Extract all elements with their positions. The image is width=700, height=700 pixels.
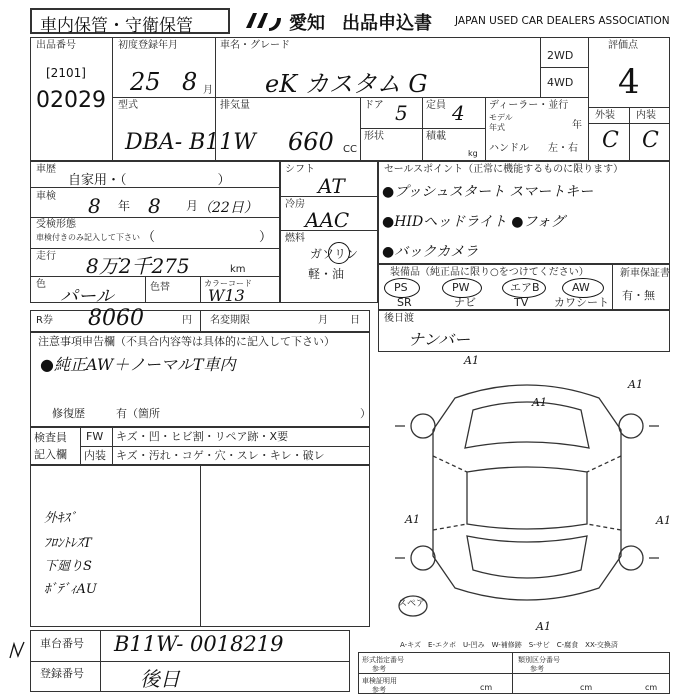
- handle-options[interactable]: 左・右: [548, 143, 578, 154]
- damage-mark-right-front: A1: [628, 378, 643, 391]
- equip-aw[interactable]: AW: [572, 281, 590, 294]
- damage-mark-hood: A1: [532, 396, 547, 409]
- capacity-value: 4: [452, 101, 465, 125]
- memo-line-4: ﾎﾞﾃﾞｨAU: [44, 582, 97, 597]
- damage-legend: A-キズ E-エクボ U-凹み W-補修跡 S-サビ C-腐食 XX-交換済: [400, 641, 618, 649]
- inspection-label: 車検: [36, 191, 56, 202]
- recycle-label: R券: [36, 315, 53, 326]
- chassis-number: B11W- 0018219: [114, 632, 284, 656]
- handle-label: ハンドル: [489, 143, 529, 154]
- aircon-value: AAC: [305, 208, 350, 232]
- interior-grade: C: [642, 128, 659, 153]
- acceptance-label: 受検形態: [36, 219, 76, 230]
- equip-pw-circle: [442, 278, 482, 298]
- confidential-label: 車内保管・守衛保管: [40, 16, 193, 36]
- acceptance-value: （ ）: [142, 230, 273, 245]
- brand-logo-icon: [243, 10, 285, 32]
- reg-number-value: 後日: [140, 667, 180, 691]
- vehicle-name-label: 車名・グレード: [220, 40, 290, 51]
- shift-label: シフト: [285, 164, 315, 175]
- interior-label: 内装: [636, 110, 656, 121]
- color-value: パール: [60, 286, 114, 307]
- equip-ps[interactable]: PS: [394, 281, 408, 294]
- shape-label: 形状: [364, 131, 384, 142]
- inspection-year: 8: [88, 194, 101, 218]
- registration-month-unit: 月: [203, 85, 213, 96]
- damage-mark-rear: A1: [536, 620, 551, 633]
- lot-sub-number: [2101]: [46, 66, 86, 80]
- selling-point-1: ●プッシュスタート スマートキー: [382, 184, 594, 200]
- grade-label: 評価点: [608, 40, 638, 51]
- equip-pw[interactable]: PW: [452, 281, 470, 294]
- color-label: 色: [36, 279, 46, 290]
- model-code: DBA- B11W: [125, 130, 256, 155]
- cm-2: cm: [580, 683, 593, 692]
- memo-line-3: 下廻りS: [44, 559, 92, 574]
- model-year-unit: 年式: [489, 123, 505, 132]
- reg-number-label: 登録番号: [40, 667, 84, 680]
- color-code-label: カラーコード: [204, 279, 252, 288]
- color-change-label: 色替: [150, 282, 170, 293]
- inspection-year-unit: 年: [118, 199, 131, 213]
- dealer-label: ディーラー・並行: [489, 100, 569, 111]
- doors-label: ドア: [364, 100, 384, 111]
- inspector-label-2: 記入欄: [34, 448, 67, 461]
- load-unit: kg: [468, 149, 478, 158]
- first-registration-label: 初度登録年月: [118, 40, 178, 51]
- lot-number-label: 出品番号: [36, 40, 76, 51]
- equip-sr[interactable]: SR: [397, 296, 412, 309]
- name-change-month: 月: [318, 315, 328, 326]
- exterior-grade: C: [602, 128, 619, 153]
- post-delivery-label: 後日渡: [384, 313, 414, 324]
- grade-score: 4: [618, 62, 640, 102]
- equipment-label: 装備品（純正品に限り○をつけてください）: [390, 267, 589, 278]
- fuel-gasoline-circle: [328, 242, 350, 264]
- recycle-unit: 円: [182, 315, 192, 326]
- new-warranty-label: 新車保証書: [620, 268, 670, 279]
- exterior-label: 外装: [595, 110, 615, 121]
- pen-mark-icon: [8, 640, 26, 662]
- equip-ps-circle: [384, 278, 420, 298]
- history-value: 自家用・（ ）: [68, 173, 231, 188]
- equip-airbag[interactable]: エアB: [510, 281, 540, 294]
- form-title: 出品申込書: [342, 13, 432, 34]
- inspection-month-unit: 月: [186, 199, 199, 213]
- inspector-row2-head: 内装: [84, 449, 106, 462]
- mileage-unit: km: [230, 264, 246, 275]
- name-change-day: 日: [350, 315, 360, 326]
- repair-label: 修復歴: [52, 407, 85, 420]
- notes-label: 注意事項申告欄（不具合内容等は具体的に記入して下さい）: [38, 335, 335, 348]
- equip-airbag-circle: [502, 278, 546, 298]
- registration-month: 8: [182, 68, 198, 96]
- selling-point-3: ●バックカメラ: [382, 244, 479, 260]
- notes-text: ●純正AW＋ノーマルT車内: [40, 355, 236, 374]
- registration-year: 25: [130, 68, 161, 96]
- drive-4wd[interactable]: 4WD: [547, 76, 574, 89]
- fuel-label: 燃料: [285, 233, 305, 244]
- year-unit: 年: [572, 120, 582, 131]
- equip-leather[interactable]: カワシート: [554, 296, 609, 309]
- damage-mark-left: A1: [405, 513, 420, 526]
- aircon-label: 冷房: [285, 199, 305, 210]
- fuel-gasoline[interactable]: ガソリン: [310, 247, 359, 261]
- new-warranty-options[interactable]: 有・無: [622, 289, 655, 302]
- recycle-value: 8060: [88, 306, 144, 331]
- capacity-label: 定員: [426, 100, 446, 111]
- spec-ref-3: 参考: [372, 686, 386, 694]
- damage-mark-right: A1: [656, 514, 671, 527]
- spec-ref-1: 参考: [372, 665, 386, 673]
- cert-label: 車検証明用: [362, 677, 397, 685]
- name-change-label: 名変期限: [210, 315, 250, 326]
- repair-close: ）: [360, 407, 371, 420]
- post-delivery-value: ナンバー: [408, 330, 471, 349]
- spec-ref-2: 参考: [530, 665, 544, 673]
- category-number-label: 類別区分番号: [518, 656, 560, 664]
- acceptance-note: 車検付きのみ記入して下さい: [36, 233, 140, 242]
- displacement-unit: CC: [343, 144, 357, 155]
- inspector-row1-head: FW: [86, 430, 104, 443]
- chassis-label: 車台番号: [40, 637, 84, 650]
- selling-points-label: セールスポイント（正常に機能するものに限ります）: [384, 164, 624, 175]
- model-label: 型式: [118, 100, 138, 111]
- displacement-value: 660: [288, 128, 334, 156]
- selling-point-2: ●HIDヘッドライト ●フォグ: [382, 214, 565, 230]
- brand-name: 愛知: [289, 13, 325, 34]
- equip-tv[interactable]: TV: [514, 296, 529, 309]
- spare-label: スペア: [398, 599, 426, 609]
- mileage-label: 走行: [36, 251, 56, 262]
- cm-3: cm: [645, 683, 658, 692]
- inspector-label-1: 検査員: [34, 431, 67, 444]
- history-label: 車歴: [36, 164, 56, 175]
- spec-number-label: 形式指定番号: [362, 656, 404, 664]
- memo-line-1: 外ｷｽﾞ: [44, 511, 77, 526]
- cm-1: cm: [480, 683, 493, 692]
- load-label: 積載: [426, 131, 446, 142]
- damage-mark-front: A1: [464, 354, 479, 367]
- mileage-value: 8万2千275: [86, 254, 190, 278]
- lot-number: 02029: [36, 88, 106, 113]
- equip-navi[interactable]: ナビ: [454, 296, 476, 309]
- car-diagram: [385, 360, 670, 625]
- vehicle-name: eK カスタム G: [265, 70, 428, 98]
- displacement-label: 排気量: [220, 100, 250, 111]
- drive-2wd[interactable]: 2WD: [547, 49, 574, 62]
- equip-aw-circle: [562, 278, 604, 298]
- inspector-row2: キズ・汚れ・コゲ・穴・スレ・キレ・破レ: [116, 449, 325, 462]
- inspection-day: （22日）: [198, 200, 258, 216]
- association-name: JAPAN USED CAR DEALERS ASSOCIATION: [455, 15, 670, 27]
- color-code: W13: [208, 286, 245, 305]
- shift-value: AT: [318, 174, 345, 198]
- repair-value: 有（箇所: [116, 407, 160, 420]
- memo-line-2: ﾌﾛﾝﾄﾚｽT: [44, 536, 92, 551]
- doors-value: 5: [395, 101, 408, 125]
- inspector-row1: キズ・凹・ヒビ割・リペア跡・X要: [116, 430, 289, 443]
- fuel-diesel[interactable]: 軽・油: [308, 267, 345, 281]
- inspection-month: 8: [148, 194, 161, 218]
- model-year-label: モデル: [489, 113, 513, 122]
